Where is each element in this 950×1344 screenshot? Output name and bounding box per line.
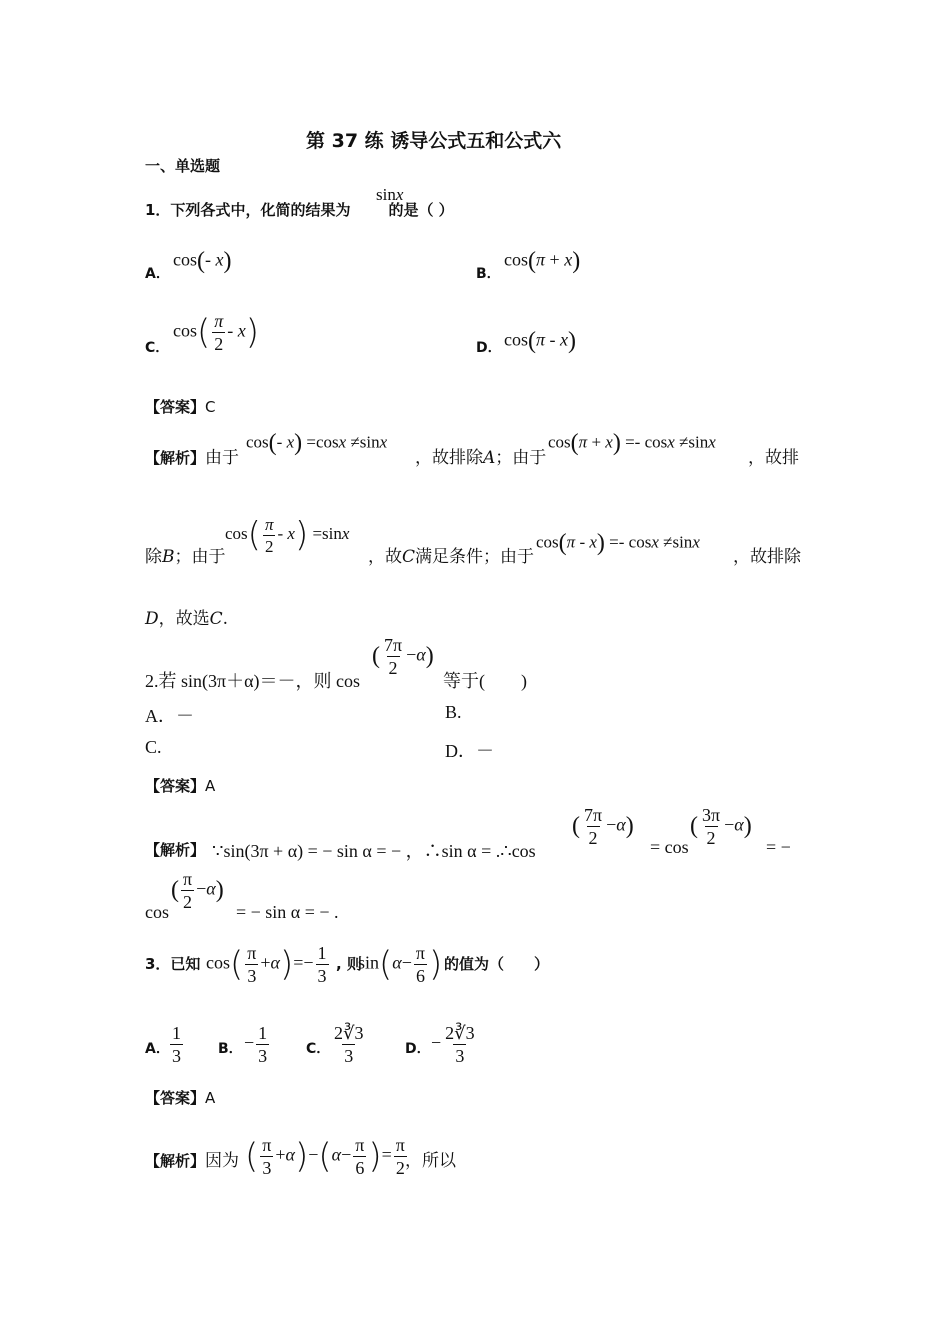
q2-analysis-frac1: ( $\frac{7\pi}{2}$ −α): [572, 805, 634, 848]
q3-option-a-expr: $\frac{1}{3}$: [172, 1023, 181, 1066]
q1-option-d-expr: cos(π - x): [504, 328, 577, 354]
section-heading: 一、单选题: [145, 157, 221, 175]
q1-option-a-expr: cos(- x): [173, 248, 232, 274]
q1-stem-expr: sinx: [376, 185, 404, 204]
q1-analysis-line1: 【解析】由于: [145, 448, 240, 468]
q1-analysis-line3: D，故选C.: [145, 609, 229, 629]
q3-option-a-label: A．: [145, 1041, 170, 1057]
q2-stem-end: 等于( ): [443, 671, 527, 691]
page-title: 第 37 练 诱导公式五和公式六: [306, 130, 562, 152]
q3-option-b-expr: − $\frac{1}{3}$: [244, 1023, 268, 1066]
q2-stem-fraction: ( $\frac{7\pi}{2}$ −α): [372, 635, 434, 678]
q2-option-c: C.: [145, 737, 162, 757]
q3-option-c-label: C．: [306, 1041, 331, 1057]
q3-option-d-expr: − $\frac{2∛3}{3}$: [431, 1023, 475, 1066]
q1-analysis-expr3: cos( $\frac{\pi}{2}$ - x) =sinx: [225, 514, 350, 556]
q1-option-b-label: B．: [476, 266, 501, 282]
q3-analysis-so: ，所以: [405, 1151, 456, 1171]
q3-option-d-label: D．: [405, 1041, 431, 1057]
q1-analysis-text4: ，故排除: [733, 547, 801, 567]
q2-stem: 2.若 sin(3π＋α)＝－，则 cos: [145, 671, 361, 691]
q3-stem-mid: , 则: [336, 955, 362, 973]
q1-analysis-expr4: cos(π - x) =- cosx ≠sinx: [536, 530, 700, 556]
q2-answer: 【答案】A: [145, 777, 216, 795]
q3-analysis-expr: ( $\frac{\pi}{3}$ +α)−(α− $\frac{\pi}{6}$ )= $\frac{\pi}{2}$: [245, 1135, 405, 1178]
q2-analysis-eq: = cos: [650, 837, 689, 857]
q2-analysis-line2-pre: cos: [145, 902, 169, 922]
q1-analysis-line2-start: 除B；由于: [145, 547, 226, 567]
q1-stem: 1．下列各式中，化简的结果为 的是（ ）: [145, 201, 454, 219]
q3-option-b-label: B．: [218, 1041, 243, 1057]
q3-stem-pre: 3．已知: [145, 955, 201, 973]
q3-answer: 【答案】A: [145, 1089, 216, 1107]
q2-option-d: D．－: [445, 741, 494, 761]
q1-option-d-label: D．: [476, 340, 502, 356]
q3-option-c-expr: $\frac{2∛3}{3}$: [334, 1023, 364, 1066]
q3-stem-expr2: sin(α− $\frac{\pi}{6}$ ): [358, 943, 443, 986]
q3-stem-post: 的值为（ ）: [444, 955, 550, 973]
q1-analysis-expr2: cos(π + x) =- cosx ≠sinx: [548, 430, 716, 456]
q1-option-c-expr: cos( $\frac{\pi}{2}$ - x): [173, 311, 260, 354]
q3-analysis-label: 【解析】因为: [145, 1151, 240, 1171]
q2-analysis-line1: ∵sin(3π + α) = − sin α = − ，∴sin α = .∴cos: [212, 841, 536, 861]
q3-stem-expr1: cos( $\frac{\pi}{3}$ +α)=− $\frac{1}{3}$: [206, 943, 327, 986]
q2-analysis-frac3: ( $\frac{\pi}{2}$ −α): [171, 869, 224, 912]
q2-analysis-label: 【解析】: [145, 841, 206, 859]
q1-analysis-text1: ，故排除A；由于: [415, 448, 547, 468]
q1-option-b-expr: cos(π + x): [504, 248, 581, 274]
q1-analysis-expr1: cos(- x) =cosx ≠sinx: [246, 430, 388, 456]
q2-option-b: B.: [445, 702, 462, 722]
q2-analysis-frac2: ( $\frac{3\pi}{2}$ −α): [690, 805, 752, 848]
q2-option-a: A．－: [145, 706, 194, 726]
q1-option-a-label: A．: [145, 266, 170, 282]
q2-analysis-tail: = −: [766, 837, 791, 857]
q1-analysis-text3: ，故C满足条件；由于: [368, 547, 535, 567]
q1-option-c-label: C．: [145, 340, 170, 356]
q2-analysis-line2-post: = − sin α = − .: [236, 902, 339, 922]
q1-analysis-text2: ，故排: [748, 448, 799, 468]
q1-answer: 【答案】C: [145, 398, 216, 416]
